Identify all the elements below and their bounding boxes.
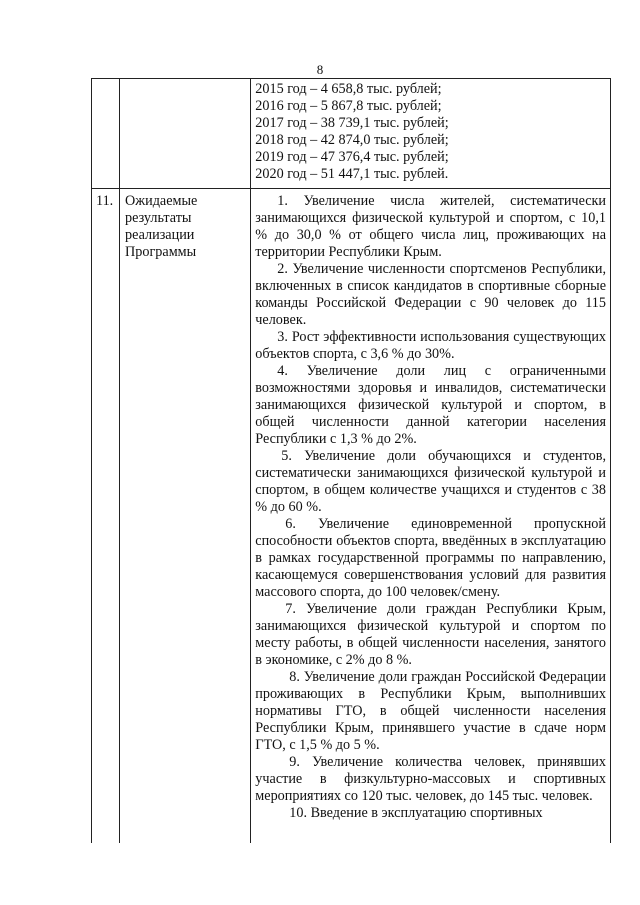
budget-by-year-cell bbox=[251, 79, 611, 189]
budget-line: 2020 год – 51 447,1 тыс. рублей. bbox=[255, 166, 449, 182]
result-item-8: 8. Увеличение доли граждан Российской Федерации проживающих в Республики Крым, выполнивших нормативы ГТО, в общей численности населения Республики Крым, принявшего участие в сдаче норм ГТО, с 1,5 % до 5 %. bbox=[255, 669, 606, 753]
result-item-5: 5. Увеличение доли обучающихся и студентов, систематически занимающихся физической культурой и спортом, в общем количестве учащихся и студентов с 38 % до 60 %. bbox=[255, 448, 606, 515]
program-passport-table bbox=[91, 78, 611, 843]
row-label-line: реализации bbox=[125, 227, 195, 243]
budget-line: 2017 год – 38 739,1 тыс. рублей; bbox=[255, 115, 449, 131]
result-item-4: 4. Увеличение доли лиц с ограниченными возможностями здоровья и инвалидов, систематически занимающихся физической культурой и спортом, в общей численности данной категории населения Республики с 1,3 % до 2%. bbox=[255, 363, 606, 447]
result-item-10: 10. Введение в эксплуатацию спортивных bbox=[289, 805, 543, 821]
row-label-line: Программы bbox=[125, 244, 197, 260]
row-label bbox=[120, 189, 251, 844]
row-number-cell bbox=[92, 79, 120, 189]
table-row bbox=[92, 79, 611, 189]
table-row bbox=[92, 189, 611, 844]
result-item-7: 7. Увеличение доли граждан Республики Крым, занимающихся физической культурой и спортом по месту работы, в общей численности населения, занятого в экономике, с 2% до 8 %. bbox=[255, 601, 606, 668]
row-label-cell bbox=[120, 79, 251, 189]
row-label-line: Ожидаемые bbox=[125, 193, 198, 209]
row-label-line: результаты bbox=[125, 210, 192, 226]
budget-line: 2016 год – 5 867,8 тыс. рублей; bbox=[255, 98, 442, 114]
budget-line: 2018 год – 42 874,0 тыс. рублей; bbox=[255, 132, 449, 148]
result-item-9: 9. Увеличение количества человек, принявших участие в физкультурно-массовых и спортивных мероприятиях со 120 тыс. человек, до 145 тыс. человек. bbox=[255, 754, 606, 804]
page-number: 8 bbox=[316, 62, 324, 77]
row-number: 11. bbox=[92, 189, 120, 844]
result-item-6: 6. Увеличение единовременной пропускной способности объектов спорта, введённых в эксплуатацию в рамках государственной программы по направлению, касающемуся совершенствования условий для развития массового спорта, до 100 человек/смену. bbox=[255, 516, 606, 600]
result-item-2: 2. Увеличение численности спортсменов Республики, включенных в список кандидатов в спортивные сборные команды Российской Федерации с 90 человек до 115 человек. bbox=[255, 261, 606, 328]
budget-line: 2015 год – 4 658,8 тыс. рублей; bbox=[255, 81, 442, 97]
result-item-3: 3. Рост эффективности использования существующих объектов спорта, с 3,6 % до 30%. bbox=[255, 329, 606, 362]
budget-line: 2019 год – 47 376,4 тыс. рублей; bbox=[255, 149, 449, 165]
result-item-1: 1. Увеличение числа жителей, систематически занимающихся физической культурой и спортом, с 10,1 % до 30,0 % от общего числа лиц, проживающих на территории Республики Крым. bbox=[255, 193, 606, 260]
expected-results-cell bbox=[251, 189, 611, 844]
